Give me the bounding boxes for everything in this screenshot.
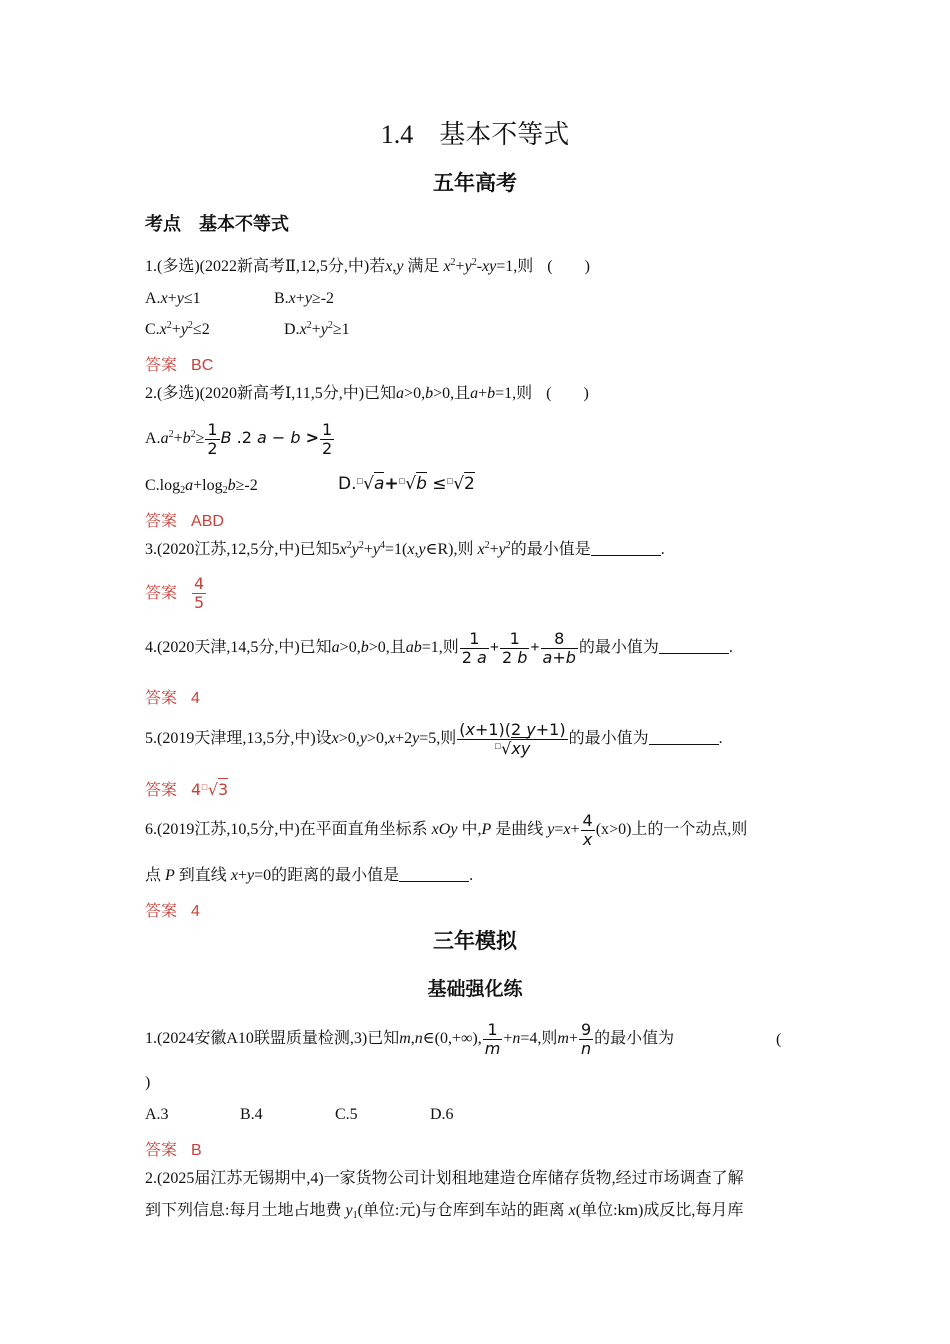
question-5-blank[interactable] <box>649 730 719 745</box>
question-2-option-d: D.□√a+□√b ≤□√2 <box>338 474 475 494</box>
question-6-line-2: 点 P 到直线 x+y=0的距离的最小值是 . <box>145 867 474 884</box>
question-2-option-c: $C.\log_2a+\log_2b\ge-2$ <box>145 477 258 496</box>
question-2-answer: 答案 ABD <box>145 513 224 530</box>
practice-1-option-c: C.5 <box>335 1106 358 1123</box>
question-1: 1.(多选)(2022新高考Ⅱ,12,5分,中)若x,y 满足 $x^2+y^2-xy=1$,则 ( ) <box>145 257 590 275</box>
question-2: 2.(多选)(2020新高考Ⅰ,11,5分,中)已知a>0,b>0,且a+b=1,则 ( ) <box>145 385 589 402</box>
page-title: 1.4 基本不等式 <box>380 120 570 149</box>
question-2-options-ab: $A.a^2+b^2\ge$ $\frac{1}{2}$ B .2 a − b > $\frac{1}{2}$ <box>145 419 333 458</box>
topic-heading: 考点 基本不等式 <box>145 214 289 235</box>
question-1-option-d: $D.x^2+y^2\ge 1$ <box>284 320 350 338</box>
question-3-answer: 答案 $\frac{4}{5}$ <box>145 574 205 613</box>
practice-1: 1.(2024安徽A10联盟质量检测,3)已知m,n∈(0,+∞), $\frac{1}{m}$ +n=4,则m+ $\frac{9}{n}$ 的最小值为 <box>145 1019 675 1058</box>
practice-1-paren-open: ( <box>776 1031 782 1048</box>
section-heading-five-years: 五年高考 <box>433 171 517 195</box>
question-4-answer: 答案 4 <box>145 690 200 707</box>
section-heading-three-years: 三年模拟 <box>433 929 517 953</box>
question-1-answer: 答案 BC <box>145 357 214 374</box>
practice-2-line-2: 到下列信息:每月土地占地费 $y_1$(单位:元)与仓库到车站的距离 x(单位:km)成反比,每月库 <box>145 1202 744 1221</box>
practice-1-option-a: A.3 <box>145 1106 169 1123</box>
question-5-answer: 答案 4□√3 <box>145 780 229 799</box>
question-5: 5.(2019天津理,13,5分,中)设x>0,y>0,x+2y=5,则 $\frac{(x+1)(2 y+1)}{^□√xy}$ 的最小值为 . <box>145 719 723 758</box>
question-4: 4.(2020天津,14,5分,中)已知a>0,b>0,且ab=1,则 $\frac{1}{2 a}$ + $\frac{1}{2 b}$ + $\frac{8}{a+b}$ 的最小值为 . <box>145 628 733 667</box>
question-6: 6.(2019江苏,10,5分,中)在平面直角坐标系 xOy 中,P 是曲线 y=x+ $\frac{4}{x}$ (x>0)上的一个动点,则 <box>145 810 748 849</box>
question-1-option-c: $C.x^2+y^2\le 2$ <box>145 320 210 338</box>
practice-1-option-b: B.4 <box>240 1106 263 1123</box>
subsection-heading: 基础强化练 <box>427 978 523 1000</box>
practice-2-line-1: 2.(2025届江苏无锡期中,4)一家货物公司计划租地建造仓库储存货物,经过市场调查了解 <box>145 1170 744 1187</box>
question-4-blank[interactable] <box>659 639 729 654</box>
question-3: 3.(2020江苏,12,5分,中)已知$5x^2y^2+y^4=1(x,y\in R)$,则 $x^2+y^2$的最小值是 . <box>145 540 665 558</box>
practice-1-option-d: D.6 <box>430 1106 454 1123</box>
question-1-option-b: B.x+y≥-2 <box>274 290 335 307</box>
practice-1-paren-close: ) <box>145 1074 151 1091</box>
practice-1-answer: 答案 B <box>145 1142 202 1159</box>
question-1-option-a: A.x+y≤1 <box>145 290 201 307</box>
question-3-blank[interactable] <box>591 541 661 556</box>
question-6-answer: 答案 4 <box>145 903 200 920</box>
question-1-text: 1.(多选)(2022新高考Ⅱ,12,5分,中)若 <box>145 258 386 275</box>
question-6-blank[interactable] <box>399 867 469 882</box>
